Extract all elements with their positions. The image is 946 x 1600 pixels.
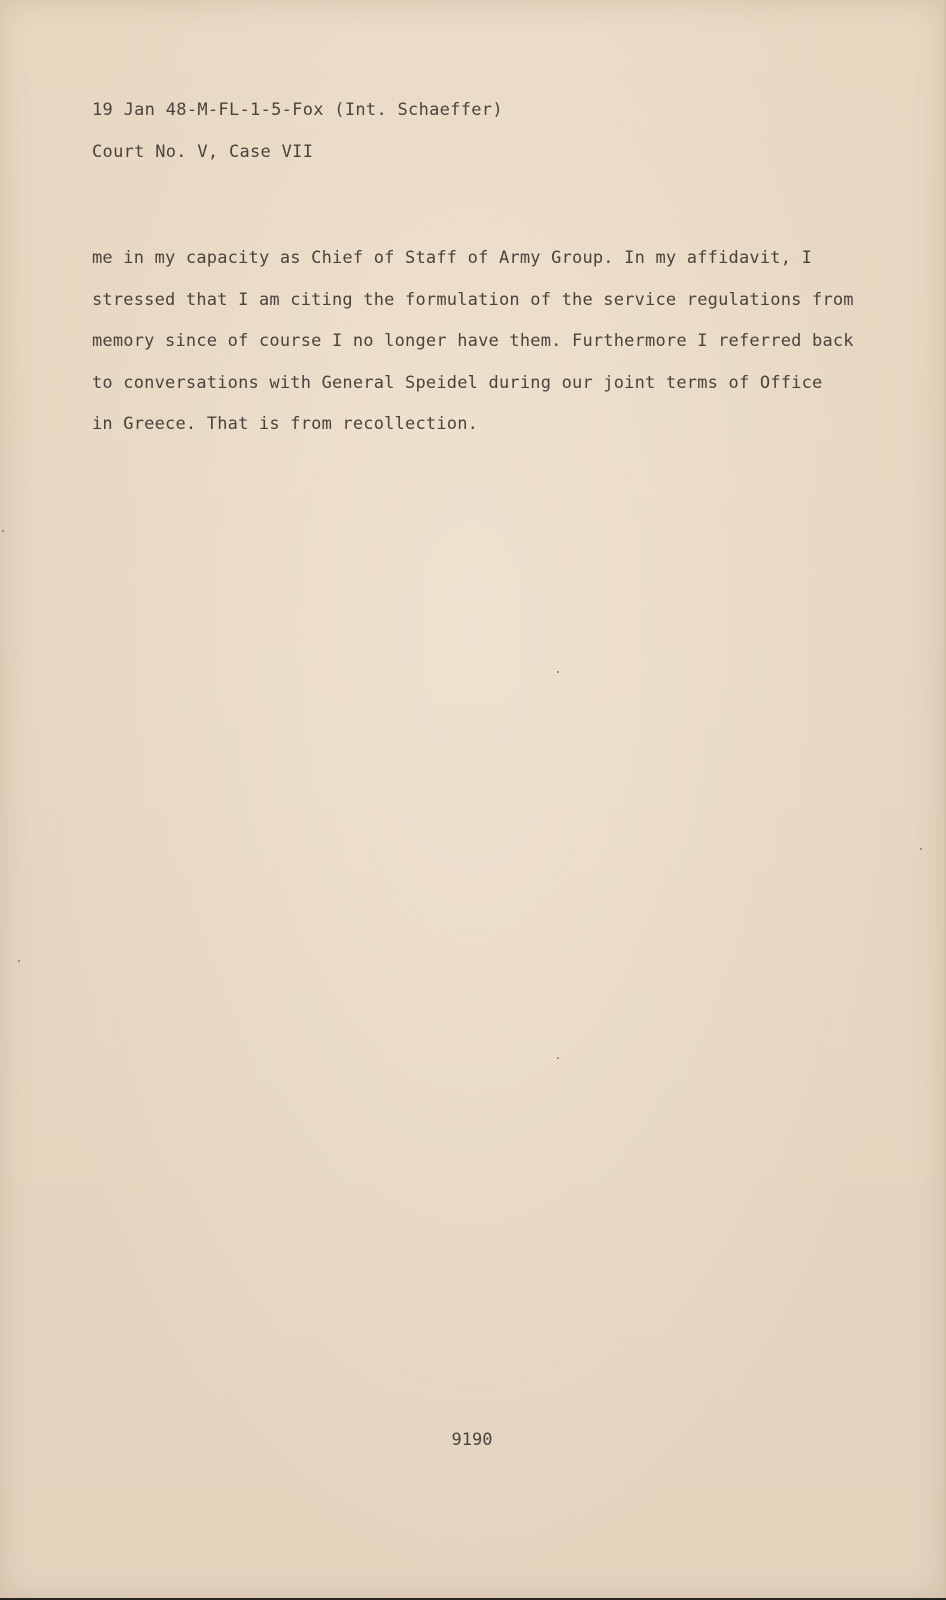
page-number: 9190 — [451, 1430, 493, 1450]
text-line: memory since of course I no longer have them. Furthermore I referred back — [92, 331, 854, 351]
court-case-line: Court No. V, Case VII — [92, 142, 314, 162]
text-line: in Greece. That is from recollection. — [92, 414, 479, 434]
text-line: me in my capacity as Chief of Staff of Army Group. In my affidavit, I — [92, 248, 813, 268]
transcript-reference: 19 Jan 48-M-FL-1-5-Fox (Int. Schaeffer) — [92, 100, 503, 120]
paper-speck — [920, 848, 922, 850]
paper-speck — [18, 960, 20, 962]
text-line: stressed that I am citing the formulation of the service regulations from — [92, 289, 854, 310]
text-line: to conversations with General Speidel during our joint terms of Office — [92, 372, 823, 393]
paper-speck — [2, 530, 4, 532]
paper-speck — [557, 1057, 559, 1059]
testimony-text — [92, 238, 852, 446]
paper-speck — [557, 671, 559, 673]
